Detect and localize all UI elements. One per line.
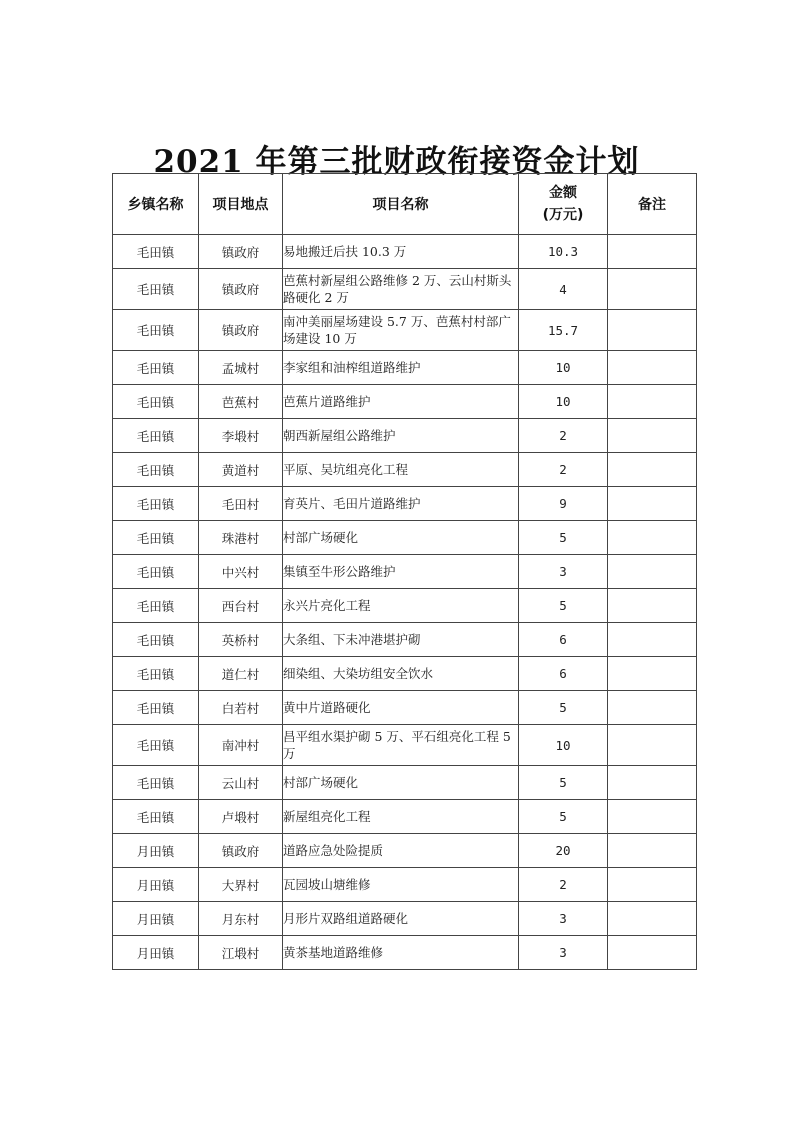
cell-project-name: 新屋组亮化工程 [283,800,519,834]
cell-amount: 5 [519,521,608,555]
header-remark: 备注 [608,174,697,235]
cell-town: 毛田镇 [113,657,199,691]
cell-remark [608,589,697,623]
table-row [113,487,697,521]
cell-amount: 10.3 [519,235,608,269]
cell-project-name: 朝西新屋组公路维护 [283,419,519,453]
cell-remark [608,385,697,419]
cell-project-name: 村部广场硬化 [283,521,519,555]
table-row [113,453,697,487]
cell-amount: 5 [519,691,608,725]
cell-location: 云山村 [199,766,283,800]
cell-project-name: 集镇至牛形公路维护 [283,555,519,589]
table-row [113,555,697,589]
cell-amount: 4 [519,269,608,310]
cell-remark [608,555,697,589]
cell-location: 芭蕉村 [199,385,283,419]
header-project-name: 项目名称 [283,174,519,235]
cell-amount: 5 [519,800,608,834]
cell-town: 毛田镇 [113,487,199,521]
cell-town: 毛田镇 [113,385,199,419]
cell-location: 道仁村 [199,657,283,691]
cell-location: 英桥村 [199,623,283,657]
table-row [113,657,697,691]
header-town: 乡镇名称 [113,174,199,235]
cell-amount: 9 [519,487,608,521]
cell-location: 卢塅村 [199,800,283,834]
cell-project-name: 道路应急处险提质 [283,834,519,868]
cell-town: 毛田镇 [113,419,199,453]
table-row [113,868,697,902]
cell-remark [608,419,697,453]
cell-town: 月田镇 [113,868,199,902]
cell-town: 毛田镇 [113,800,199,834]
cell-location: 月东村 [199,902,283,936]
table-row [113,800,697,834]
cell-town: 月田镇 [113,902,199,936]
cell-project-name: 瓦园坡山塘维修 [283,868,519,902]
table-row [113,691,697,725]
cell-project-name: 月形片双路组道路硬化 [283,902,519,936]
table-row [113,725,697,766]
cell-location: 白若村 [199,691,283,725]
cell-location: 珠港村 [199,521,283,555]
table-row [113,521,697,555]
cell-location: 镇政府 [199,269,283,310]
cell-town: 毛田镇 [113,623,199,657]
cell-amount: 2 [519,419,608,453]
cell-remark [608,725,697,766]
cell-amount: 15.7 [519,310,608,351]
cell-amount: 5 [519,766,608,800]
cell-project-name: 易地搬迁后扶 10.3 万 [283,235,519,269]
cell-project-name: 育英片、毛田片道路维护 [283,487,519,521]
cell-remark [608,351,697,385]
cell-remark [608,868,697,902]
table-row [113,235,697,269]
header-location: 项目地点 [199,174,283,235]
table-header-row [113,174,697,235]
cell-amount: 2 [519,868,608,902]
cell-amount: 6 [519,623,608,657]
cell-amount: 3 [519,936,608,970]
cell-project-name: 大条组、下未冲港堪护砌 [283,623,519,657]
cell-location: 中兴村 [199,555,283,589]
cell-project-name: 芭蕉村新屋组公路维修 2 万、云山村斯头路硬化 2 万 [283,269,519,310]
page-title: 2021 年第三批财政衔接资金计划 [153,144,640,180]
table-row [113,623,697,657]
cell-location: 南冲村 [199,725,283,766]
cell-town: 毛田镇 [113,235,199,269]
cell-remark [608,487,697,521]
cell-remark [608,453,697,487]
cell-project-name: 细染组、大染坊组安全饮水 [283,657,519,691]
cell-location: 镇政府 [199,834,283,868]
cell-amount: 5 [519,589,608,623]
cell-town: 毛田镇 [113,521,199,555]
cell-amount: 6 [519,657,608,691]
cell-amount: 3 [519,555,608,589]
cell-remark [608,623,697,657]
cell-location: 西台村 [199,589,283,623]
cell-project-name: 黄茶基地道路维修 [283,936,519,970]
cell-location: 黄道村 [199,453,283,487]
cell-town: 月田镇 [113,834,199,868]
cell-remark [608,657,697,691]
cell-project-name: 村部广场硬化 [283,766,519,800]
cell-town: 毛田镇 [113,766,199,800]
table-row [113,902,697,936]
funding-plan-table [112,173,697,970]
cell-town: 月田镇 [113,936,199,970]
cell-remark [608,235,697,269]
cell-location: 镇政府 [199,310,283,351]
header-amount [519,174,608,235]
cell-location: 江塅村 [199,936,283,970]
cell-project-name: 芭蕉片道路维护 [283,385,519,419]
cell-remark [608,902,697,936]
table-row [113,385,697,419]
cell-project-name: 平原、吴坑组亮化工程 [283,453,519,487]
cell-town: 毛田镇 [113,555,199,589]
cell-remark [608,521,697,555]
table-row [113,310,697,351]
cell-location: 李塅村 [199,419,283,453]
cell-amount: 10 [519,725,608,766]
cell-remark [608,800,697,834]
table-row [113,269,697,310]
header-amount-line2: (万元) [542,207,584,223]
cell-amount: 20 [519,834,608,868]
cell-project-name: 南冲美丽屋场建设 5.7 万、芭蕉村村部广场建设 10 万 [283,310,519,351]
table-row [113,351,697,385]
cell-town: 毛田镇 [113,691,199,725]
cell-location: 毛田村 [199,487,283,521]
cell-remark [608,936,697,970]
table-row [113,766,697,800]
cell-amount: 10 [519,385,608,419]
cell-town: 毛田镇 [113,453,199,487]
cell-town: 毛田镇 [113,725,199,766]
cell-project-name: 永兴片亮化工程 [283,589,519,623]
cell-location: 孟城村 [199,351,283,385]
cell-town: 毛田镇 [113,589,199,623]
table-row [113,589,697,623]
cell-remark [608,691,697,725]
table-row [113,419,697,453]
cell-project-name: 李家组和油榨组道路维护 [283,351,519,385]
cell-remark [608,766,697,800]
cell-project-name: 黄中片道路硬化 [283,691,519,725]
table-row [113,936,697,970]
cell-remark [608,310,697,351]
table-row [113,834,697,868]
cell-project-name: 昌平组水渠护砌 5 万、平石组亮化工程 5 万 [283,725,519,766]
cell-town: 毛田镇 [113,269,199,310]
cell-town: 毛田镇 [113,351,199,385]
cell-location: 大界村 [199,868,283,902]
cell-location: 镇政府 [199,235,283,269]
cell-amount: 3 [519,902,608,936]
cell-amount: 10 [519,351,608,385]
header-amount-line1: 金额 [549,185,577,201]
cell-remark [608,834,697,868]
cell-remark [608,269,697,310]
cell-amount: 2 [519,453,608,487]
cell-town: 毛田镇 [113,310,199,351]
